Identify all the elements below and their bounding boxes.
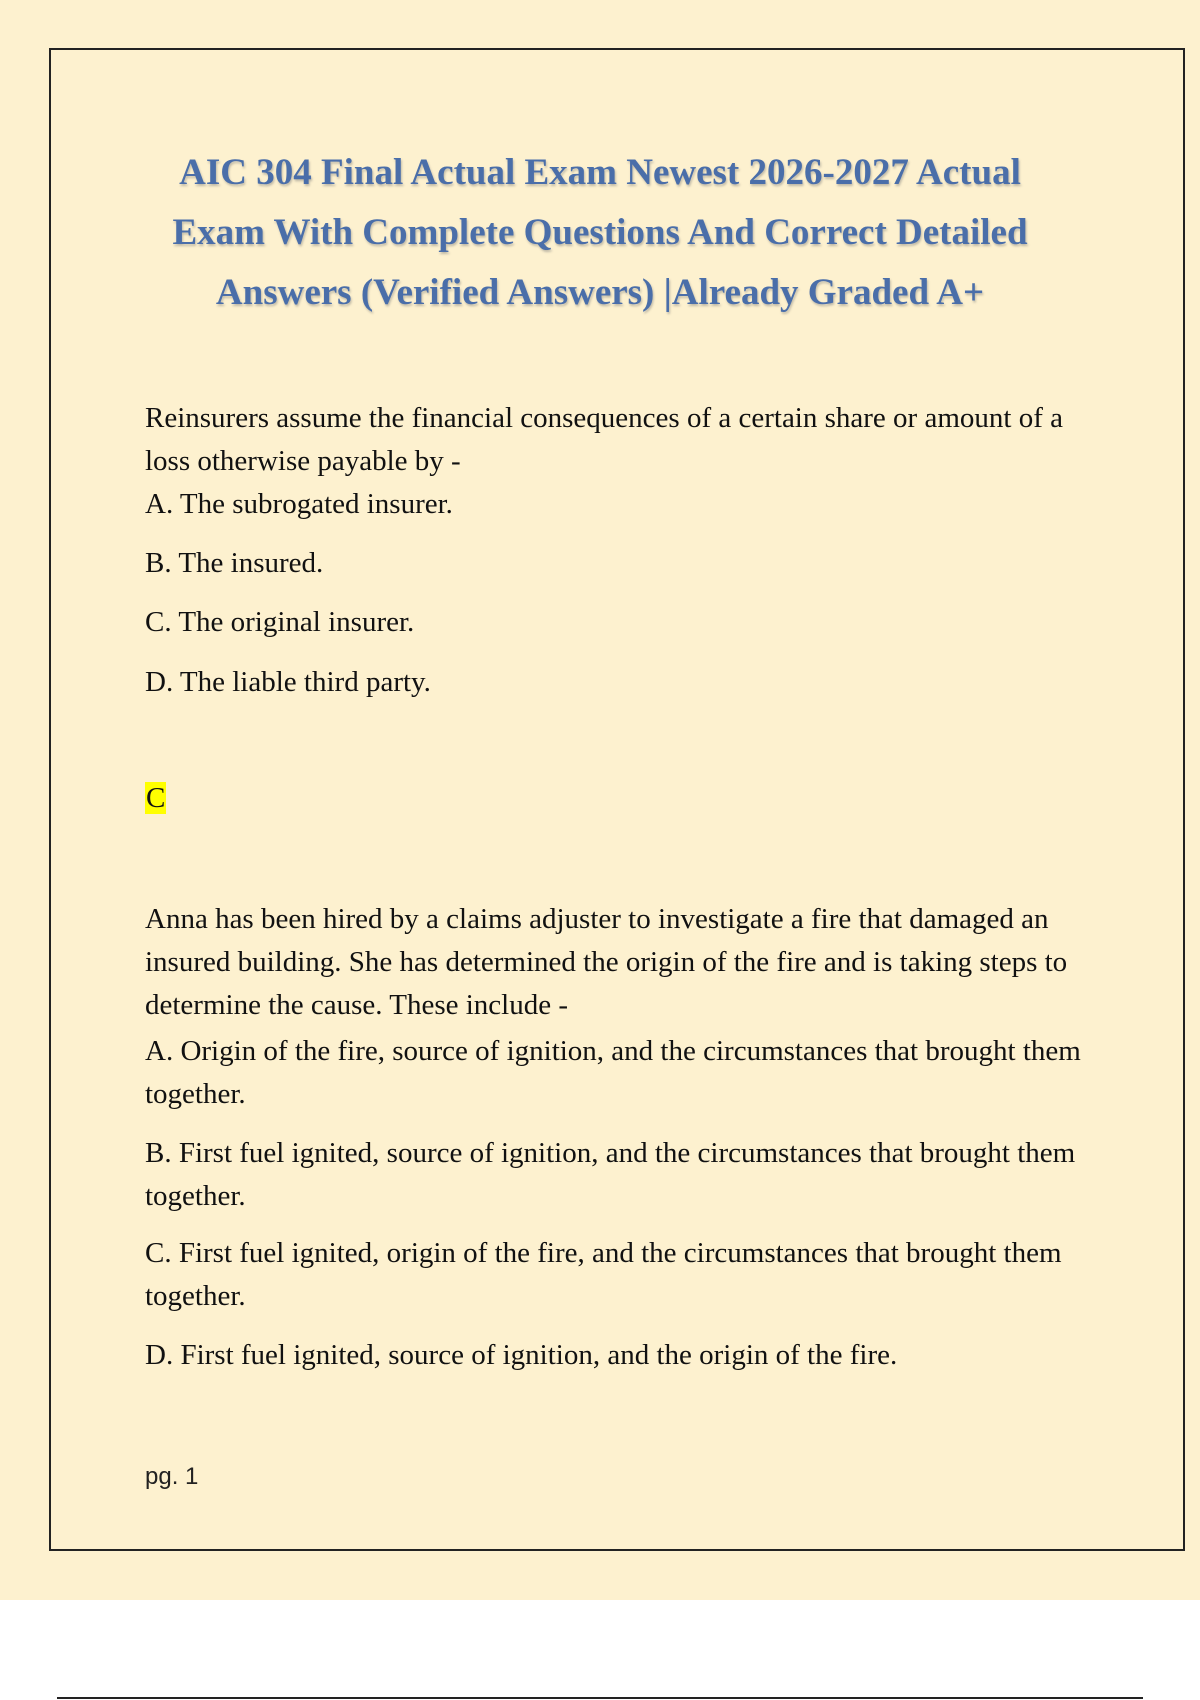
question-2-stem: Anna has been hired by a claims adjuster to investigate a fire that damaged an insured building. She has determined the origin of the fire and is taking steps to determine the cause. These include -: [145, 903, 1068, 1021]
answer-highlight: C: [146, 782, 166, 814]
question-1-option-a: A. The subrogated insurer.: [145, 488, 453, 520]
question-2-option-d: D. First fuel ignited, source of ignition, and the origin of the fire.: [145, 1339, 898, 1371]
page-break-rule: [57, 1697, 1143, 1699]
question-1: [145, 397, 1085, 483]
document-title: AIC 304 Final Actual Exam Newest 2026-2027 Actual Exam With Complete Questions And Correct Detailed Answers (Verified Answers) |Already Graded A+: [172, 152, 1028, 313]
question-1-option-d: D. The liable third party.: [145, 666, 431, 698]
question-2: [145, 898, 1085, 1027]
question-2-option-b: B. First fuel ignited, source of ignition, and the circumstances that brought them together.: [145, 1137, 1076, 1212]
question-1-option-b: B. The insured.: [145, 547, 324, 579]
question-1-stem: Reinsurers assume the financial consequences of a certain share or amount of a loss otherwise payable by -: [145, 402, 1063, 477]
question-2-option-c: C. First fuel ignited, origin of the fire, and the circumstances that brought them together.: [145, 1237, 1062, 1312]
question-2-option-a: A. Origin of the fire, source of ignition, and the circumstances that brought them together.: [145, 1035, 1081, 1110]
question-1-answer: [145, 782, 1085, 815]
question-1-option-c: C. The original insurer.: [145, 606, 415, 638]
page-number: pg. 1: [145, 1463, 199, 1490]
